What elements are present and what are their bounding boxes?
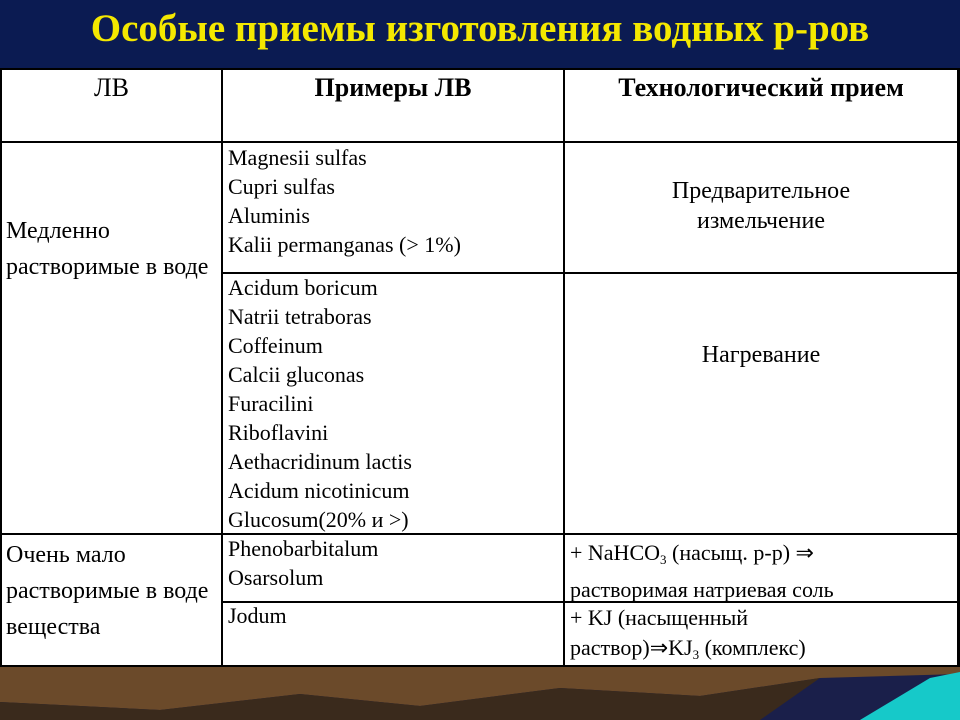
list-item: Natrii tetraboras [228,304,372,329]
list-item: Riboflavini [228,420,329,445]
header-col-technique-text: Технологический прием [618,73,904,102]
technique-3-subscript: 3 [660,552,667,567]
bottom-decoration [0,666,960,720]
technique-line [570,538,955,575]
list-item: Magnesii sulfas [228,145,367,170]
list-item: Aethacridinum lactis [228,449,412,474]
technique-3-prefix: + NaHCO [570,540,661,565]
slide-title: Особые приемы изготовления водных р-ров [90,7,870,50]
list-item: Phenobarbitalum [228,536,379,561]
technique-4-prefix: раствор)⇒KJ [570,635,693,660]
list-item: Osarsolum [228,565,324,590]
technique-cell-3 [570,538,955,605]
group-name-slow-soluble-text: Медленно растворимые в воде [6,218,209,280]
examples-list-1 [228,143,561,259]
group-name-very-low-soluble-text: Очень мало растворимые в воде вещества [6,542,209,640]
list-item: Acidum nicotinicum [228,478,410,503]
title-bar [0,0,960,68]
technique-text-1: Предварительное измельчение [671,178,851,234]
group-name-slow-soluble [6,213,218,285]
list-item: Coffeinum [228,333,323,358]
examples-list-4 [228,601,561,630]
list-item: Aluminis [228,203,310,228]
list-item: Calcii gluconas [228,362,365,387]
header-col-examples-text: Примеры ЛВ [314,73,472,102]
technique-3-suffix: (насыщ. р-р) ⇒ [666,540,814,565]
header-col-lv-text: ЛВ [94,73,129,102]
technique-cell-1 [565,176,957,236]
technique-4-subscript: 3 [692,647,700,662]
header-col-examples [223,70,563,141]
list-item: Furacilini [228,391,314,416]
technique-4-line1: + KJ (насыщенный [570,605,749,630]
comparison-table [0,68,960,667]
technique-cell-4 [570,603,955,670]
list-item: Jodum [228,603,287,628]
technique-cell-2 [565,340,957,370]
header-col-technique [565,70,957,141]
list-item: Acidum boricum [228,275,378,300]
header-col-lv [2,70,221,141]
technique-3-line2: растворимая натриевая соль [570,577,834,602]
technique-4-suffix: (комплекс) [699,635,806,660]
list-item: Kalii permanganas (> 1%) [228,232,461,257]
examples-list-3 [228,534,561,592]
col-divider-1 [221,68,223,667]
group-name-very-low-soluble [6,537,218,645]
list-item: Cupri sulfas [228,174,335,199]
technique-text-2: Нагревание [701,342,821,368]
list-item: Glucosum(20% и >) [228,507,409,532]
technique-line [570,633,955,670]
table-border-left [0,68,2,667]
examples-list-2 [228,273,561,534]
